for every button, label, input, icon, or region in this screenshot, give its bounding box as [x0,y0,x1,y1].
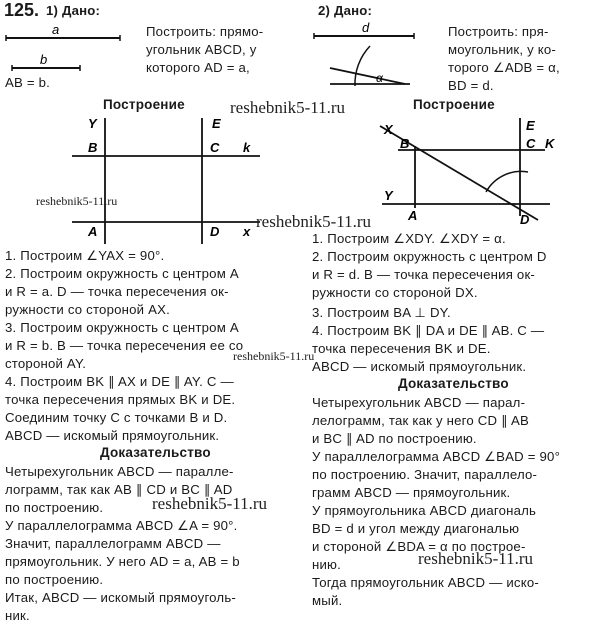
watermark: reshebnik5-11.ru [152,494,268,513]
part2-proof-line: У параллелограмма ABCD ∠BAD = 90° [312,449,561,464]
label-c: C [526,136,536,151]
part2-proof-line: BD = d и угол между диагональю [312,521,520,536]
angle-ray-upper [330,68,405,84]
part1-step-line: ружности со стороной AX. [5,302,170,317]
problem-number: 125. [4,0,40,20]
part2-proof-line: мый. [312,593,343,608]
part2-task-line: BD = d. [448,78,494,93]
angle-alpha-label: α [376,71,383,85]
arc [486,171,528,192]
part1-step-line: Соединим точку C с точками B и D. [5,410,228,425]
label-x: X [384,122,393,137]
part2-step-line: ABCD — искомый прямоугольник. [312,359,527,374]
label-k: k [243,140,251,155]
watermark: reshebnik5-11.ru [233,349,315,363]
part1-proof-line: ник. [5,608,30,623]
segment-a-label: a [52,22,60,37]
part2-given-figure [310,20,430,100]
part2-construction-figure [360,112,590,230]
part1-proof-line: по построению. [5,500,104,515]
part1-step-line: точка пересечения прямых BK и DE. [5,392,236,407]
part1-proof-line: Четырехугольник ABCD — паралле- [5,464,234,479]
part1-task-line: Построить: прямо- [146,24,264,39]
label-d: D [520,212,530,227]
part1-step-line: 3. Построим окружность с центром A [5,320,239,335]
label-a: A [408,208,418,223]
part1-step-line: и R = b. B — точка пересечения ее со [5,338,244,353]
label-k: K [545,136,555,151]
part1-given-label: 1) Дано: [46,3,101,18]
watermark: reshebnik5-11.ru [36,194,118,208]
part2-proof-line: Тогда прямоугольник ABCD — иско- [312,575,539,590]
part1-step-line: 4. Построим BK ∥ AX и DE ∥ AY. C — [5,374,234,389]
label-e: E [526,118,535,133]
part2-step-line: 2. Построим окружность с центром D [312,249,547,264]
watermark: reshebnik5-11.ru [230,98,346,117]
part1-task-line: угольник ABCD, у [146,42,257,57]
part1-given-equation: AB = b. [5,75,51,90]
segment-d-label: d [362,20,370,35]
part1-proof-line: прямоугольник. У него AD = a, AB = b [5,554,240,569]
part2-step-line: 3. Построим BA ⊥ DY. [312,305,451,320]
part1-step-line: и R = a. D — точка пересечения ок- [5,284,229,299]
part2-proof-line: нию. [312,557,342,572]
part2-step-line: 1. Построим ∠XDY. ∠XDY = α. [312,231,506,246]
part1-step-line: ABCD — искомый прямоугольник. [5,428,220,443]
part1-proof-line: лограмм, так как AB ∥ CD и BC ∥ AD [5,482,233,497]
label-c: C [210,140,220,155]
part2-proof-line: Четырехугольник ABCD — парал- [312,395,526,410]
label-b: B [400,136,410,151]
part2-proof-line: по построению. Значит, параллело- [312,467,538,482]
watermark: reshebnik5-11.ru [418,549,534,568]
part1-proof-line: Значит, параллелограмм ABCD — [5,536,221,551]
part2-task-line: торого ∠ADB = α, [448,60,560,75]
label-y: Y [88,116,97,131]
label-y: Y [384,188,393,203]
part1-proof-line: по построению. [5,572,104,587]
label-e: E [212,116,221,131]
part2-step-line: и R = d. B — точка пересечения ок- [312,267,536,282]
part1-step-line: 1. Построим ∠YAX = 90°. [5,248,165,263]
angle-arc [355,46,370,86]
part2-proof-title: Доказательство [398,376,509,391]
part2-step-line: точка пересечения BK и DE. [312,341,491,356]
part1-task-line: которого AD = a, [146,60,250,75]
part1-proof-line: Итак, ABCD — искомый прямоуголь- [5,590,236,605]
label-d: D [210,224,220,239]
part2-proof-line: грамм ABCD — прямоугольник. [312,485,511,500]
part2-proof-line: и BC ∥ AD по построению. [312,431,477,446]
label-b: B [88,140,98,155]
part2-proof-line: и стороной ∠BDA = α по построе- [312,539,526,554]
part2-task-line: моугольник, у ко- [448,42,557,57]
part1-proof-title: Доказательство [100,445,211,460]
part2-step-line: ружности со стороной DX. [312,285,478,300]
part1-proof-line: У параллелограмма ABCD ∠A = 90°. [5,518,238,533]
label-a: A [88,224,98,239]
part1-step-line: стороной AY. [5,356,87,371]
watermark: reshebnik5-11.ru [256,212,372,231]
part2-given-label: 2) Дано: [318,3,373,18]
part2-construction-title: Построение [413,97,495,112]
part1-construction-title: Построение [103,97,185,112]
part2-task-line: Построить: пря- [448,24,549,39]
part2-step-line: 4. Построим BK ∥ DA и DE ∥ AB. C — [312,323,545,338]
label-x: x [243,224,251,239]
part2-proof-line: У прямоугольника ABCD диагональ [312,503,537,518]
part1-step-line: 2. Построим окружность с центром A [5,266,239,281]
segment-b-label: b [40,52,48,67]
part2-proof-line: лелограмм, так как у него CD ∥ AB [312,413,530,428]
